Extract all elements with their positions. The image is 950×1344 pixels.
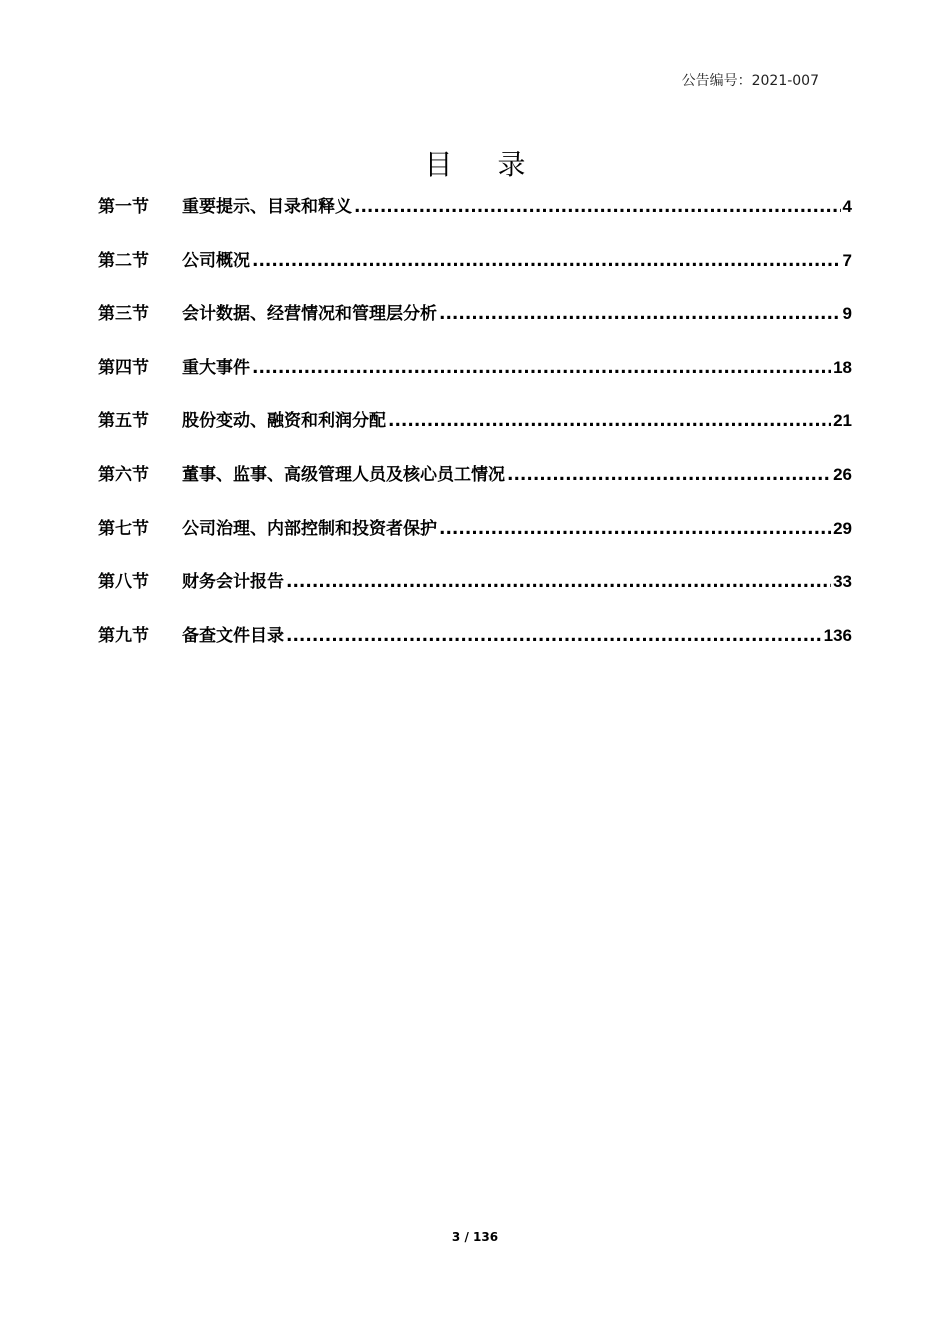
table-of-contents: [98, 192, 852, 674]
toc-section-label: 第四节: [98, 357, 149, 378]
toc-dot-leader: [439, 304, 841, 324]
toc-page-number: 7: [842, 250, 852, 270]
toc-section-label: 第九节: [98, 625, 149, 646]
toc-heading: 董事、监事、高级管理人员及核心员工情况: [182, 464, 505, 485]
toc-dot-leader: [286, 572, 831, 592]
toc-entry-5[interactable]: [98, 406, 852, 460]
toc-entry-9[interactable]: [98, 621, 852, 675]
toc-heading: 备查文件目录: [182, 625, 284, 646]
toc-dot-leader: [354, 197, 841, 217]
toc-dot-leader: [507, 465, 831, 485]
toc-page-number: 136: [823, 625, 852, 645]
toc-page-number: 4: [842, 197, 852, 216]
toc-entry-7[interactable]: [98, 514, 852, 568]
toc-entry-8[interactable]: [98, 567, 852, 621]
toc-page-number: 26: [833, 464, 852, 484]
toc-entry-3[interactable]: [98, 299, 852, 353]
toc-entry-1[interactable]: [98, 192, 852, 246]
toc-dot-leader: [252, 358, 831, 378]
toc-page-number: 29: [833, 518, 852, 538]
toc-section-label: 第三节: [98, 304, 149, 325]
toc-heading: 股份变动、融资和利润分配: [182, 411, 386, 432]
toc-entry-6[interactable]: [98, 460, 852, 514]
toc-heading: 会计数据、经营情况和管理层分析: [182, 304, 437, 325]
toc-entry-2[interactable]: [98, 246, 852, 300]
toc-heading: 公司概况: [182, 250, 250, 271]
toc-dot-leader: [286, 626, 822, 646]
announcement-number: 公告编号：2021-007: [681, 73, 819, 89]
toc-dot-leader: [388, 411, 831, 431]
toc-dot-leader: [252, 251, 841, 271]
page-indicator: 3 / 136: [451, 1230, 499, 1244]
toc-dot-leader: [439, 519, 831, 539]
toc-heading: 财务会计报告: [182, 572, 284, 593]
toc-section-label: 第六节: [98, 464, 149, 485]
toc-section-label: 第一节: [98, 197, 149, 217]
toc-section-label: 第五节: [98, 411, 149, 432]
toc-page-number: 18: [833, 357, 852, 377]
toc-section-label: 第八节: [98, 572, 149, 593]
toc-page-number: 9: [842, 304, 852, 324]
toc-page-number: 33: [833, 572, 852, 592]
page-title: 目 录: [424, 147, 544, 181]
toc-entry-4[interactable]: [98, 353, 852, 407]
toc-heading: 公司治理、内部控制和投资者保护: [182, 518, 437, 539]
toc-section-label: 第七节: [98, 518, 149, 539]
toc-section-label: 第二节: [98, 250, 149, 271]
toc-heading: 重要提示、目录和释义: [182, 197, 352, 217]
toc-page-number: 21: [833, 411, 852, 431]
toc-heading: 重大事件: [182, 357, 250, 378]
